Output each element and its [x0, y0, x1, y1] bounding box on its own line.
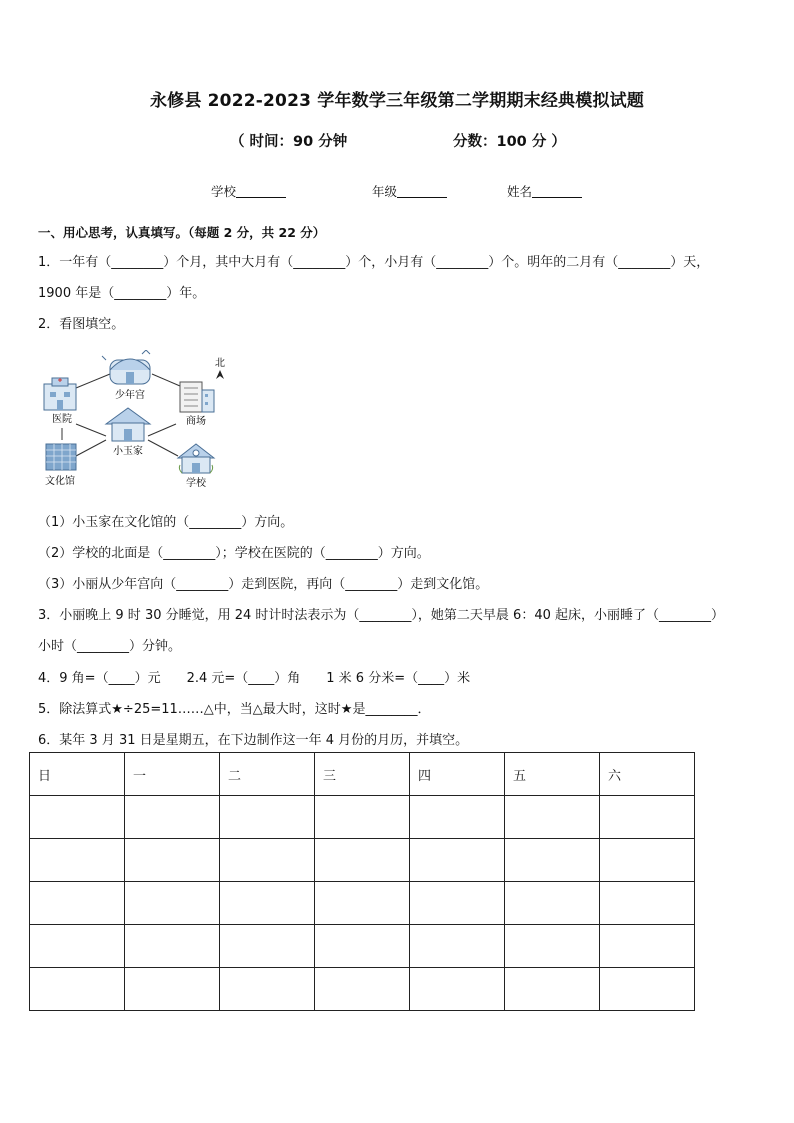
- calendar-cell[interactable]: [315, 796, 410, 839]
- calendar-cell[interactable]: [30, 796, 125, 839]
- calendar-cell[interactable]: [410, 925, 505, 968]
- calendar-cell[interactable]: [220, 839, 315, 882]
- calendar-cell[interactable]: [410, 882, 505, 925]
- calendar-cell[interactable]: [220, 968, 315, 1011]
- calendar-cell[interactable]: [315, 839, 410, 882]
- label-xuexiao: 学校: [186, 478, 206, 489]
- calendar-week-row: [30, 968, 695, 1011]
- calendar-cell[interactable]: [315, 882, 410, 925]
- calendar-cell[interactable]: [600, 925, 695, 968]
- calendar-cell[interactable]: [600, 839, 695, 882]
- label-yiyuan: 医院: [52, 414, 72, 425]
- calendar-cell[interactable]: [125, 882, 220, 925]
- section-heading: 一、用心思考，认真填写。（每题 2 分，共 22 分）: [38, 225, 326, 240]
- school-label: 学校: [211, 184, 237, 199]
- question-2-2: （2）学校的北面是（________）；学校在医院的（________）方向。: [38, 546, 430, 561]
- grade-blank[interactable]: [397, 185, 447, 198]
- calendar-header-fri: 五: [505, 753, 600, 796]
- calendar-cell[interactable]: [315, 925, 410, 968]
- exam-score: 分数：100 分 ）: [453, 134, 566, 150]
- calendar-header-wed: 三: [315, 753, 410, 796]
- question-3-line-1: 3．小丽晚上 9 时 30 分睡觉，用 24 时计时法表示为（________），她第二天早晨 6：40 起床，小丽睡了（________）: [38, 608, 724, 623]
- question-6: 6．某年 3 月 31 日是星期五，在下边制作这一年 4 月份的月历，并填空。: [38, 733, 469, 748]
- label-shaonian: 少年宫: [115, 390, 145, 401]
- label-wenhua: 文化馆: [45, 476, 75, 487]
- calendar-cell[interactable]: [125, 968, 220, 1011]
- calendar-cell[interactable]: [410, 968, 505, 1011]
- question-4: 4．9 角=（____）元 2.4 元=（____）角 1 米 6 分米=（____）米: [38, 671, 471, 686]
- question-5: 5．除法算式★÷25=11……△中，当△最大时，这时★是________．: [38, 702, 431, 717]
- map-diagram: [36, 350, 236, 490]
- name-blank[interactable]: [532, 185, 582, 198]
- calendar-cell[interactable]: [30, 882, 125, 925]
- hospital-icon: [44, 378, 76, 410]
- calendar-cell[interactable]: [30, 968, 125, 1011]
- exam-time: （ 时间：90 分钟: [230, 134, 348, 150]
- calendar-week-row: [30, 925, 695, 968]
- question-1-line-2: 1900 年是（________）年。: [38, 286, 206, 301]
- calendar-header-thu: 四: [410, 753, 505, 796]
- xiaoyu-house-icon: [106, 408, 150, 441]
- name-label: 姓名: [507, 184, 533, 199]
- north-label: 北: [215, 358, 225, 369]
- calendar-cell[interactable]: [30, 925, 125, 968]
- label-shangchang: 商场: [186, 416, 206, 427]
- page-title: 永修县 2022-2023 学年数学三年级第二学期期末经典模拟试题: [149, 91, 645, 111]
- calendar-cell[interactable]: [505, 796, 600, 839]
- calendar-cell[interactable]: [125, 796, 220, 839]
- calendar-cell[interactable]: [600, 796, 695, 839]
- mall-icon: [180, 382, 214, 412]
- calendar-cell[interactable]: [315, 968, 410, 1011]
- calendar-cell[interactable]: [600, 882, 695, 925]
- calendar-week-row: [30, 839, 695, 882]
- grade-label: 年级: [372, 184, 398, 199]
- north-arrow-icon: [216, 370, 224, 379]
- school-field: [211, 182, 286, 200]
- name-field: [507, 182, 582, 200]
- grade-field: [372, 182, 447, 200]
- calendar-header-sat: 六: [600, 753, 695, 796]
- calendar-week-row: [30, 796, 695, 839]
- school-icon: [178, 444, 214, 473]
- calendar-header-mon: 一: [125, 753, 220, 796]
- calendar-cell[interactable]: [220, 925, 315, 968]
- calendar-header-tue: 二: [220, 753, 315, 796]
- calendar-week-row: [30, 882, 695, 925]
- calendar-cell[interactable]: [410, 839, 505, 882]
- calendar-cell[interactable]: [410, 796, 505, 839]
- calendar-cell[interactable]: [125, 839, 220, 882]
- calendar-cell[interactable]: [220, 882, 315, 925]
- question-2-1: （1）小玉家在文化馆的（________）方向。: [38, 515, 294, 530]
- culture-center-icon: [46, 444, 76, 470]
- calendar-cell[interactable]: [30, 839, 125, 882]
- calendar-cell[interactable]: [505, 839, 600, 882]
- school-blank[interactable]: [236, 185, 286, 198]
- april-calendar-table: [29, 752, 695, 1011]
- question-1-line-1: 1．一年有（________）个月，其中大月有（________）个，小月有（________）个。明年的二月有（________）天，: [38, 255, 710, 270]
- youth-palace-icon: [102, 350, 150, 384]
- calendar-header-sun: 日: [30, 753, 125, 796]
- calendar-cell[interactable]: [125, 925, 220, 968]
- calendar-cell[interactable]: [505, 882, 600, 925]
- calendar-header-row: [30, 753, 695, 796]
- calendar-cell[interactable]: [505, 925, 600, 968]
- calendar-cell[interactable]: [505, 968, 600, 1011]
- question-3-line-2: 小时（________）分钟。: [38, 639, 182, 654]
- calendar-cell[interactable]: [600, 968, 695, 1011]
- question-2-3: （3）小丽从少年宫向（________）走到医院，再向（________）走到文化馆。: [38, 577, 489, 592]
- label-xiaoyu: 小玉家: [113, 446, 143, 457]
- question-2: 2．看图填空。: [38, 317, 125, 332]
- calendar-cell[interactable]: [220, 796, 315, 839]
